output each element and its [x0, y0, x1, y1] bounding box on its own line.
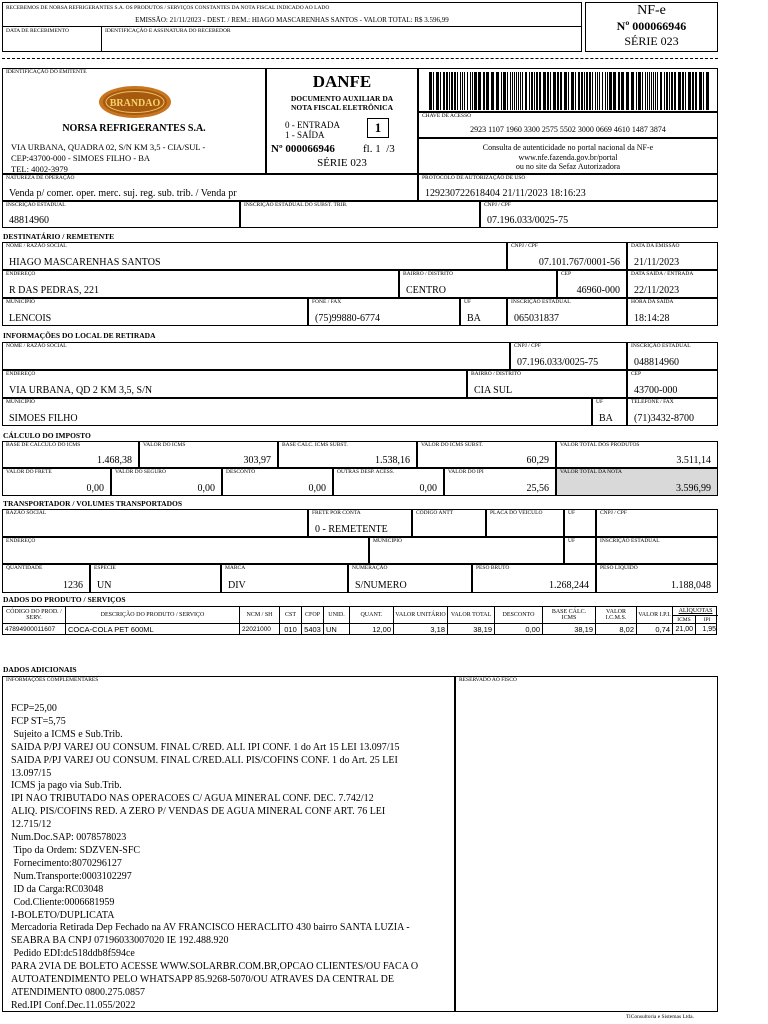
barcode-bar — [433, 72, 434, 110]
info-linha: ICMS ja pago via Sub.Trib. — [11, 780, 122, 792]
ret-endereco: ENDEREÇO VIA URBANA, QD 2 KM 3,5, S/N — [2, 370, 467, 398]
chave-acesso-valor: 2923 1107 1960 3300 2575 5502 3000 0669 4610 1487 3874 — [470, 125, 666, 134]
info-linha: Cod.Cliente:0006681959 — [11, 896, 115, 908]
barcode-bar — [507, 72, 508, 110]
info-linha: ATENDIMENTO 0800.275.0857 — [11, 986, 145, 998]
imp-seguro: VALOR DO SEGURO 0,00 — [111, 468, 222, 496]
barcode-bar — [496, 72, 499, 110]
ret-ie: INSCRIÇÃO ESTADUAL 048814960 — [627, 342, 718, 370]
barcode-bar — [589, 72, 591, 110]
barcode-bar — [486, 72, 489, 110]
td-unid: UN — [323, 624, 349, 634]
emitente-logo — [98, 85, 172, 119]
barcode-bar — [706, 72, 709, 110]
info-linha: Pedido EDI:dc518ddb8f594ce — [11, 948, 135, 960]
imp-ipi: VALOR DO IPI 25,56 — [444, 468, 556, 496]
ret-bairro: BAIRRO / DISTRITO CIA SUL — [467, 370, 627, 398]
barcode-bar — [674, 72, 676, 110]
barcode-bar — [553, 72, 556, 110]
barcode-bar — [595, 72, 596, 110]
info-linha: Fornecimento:8070296127 — [11, 857, 122, 869]
chave-acesso-box — [418, 112, 718, 138]
td-aliq-ipi: 1,95 — [695, 624, 718, 634]
dest-municipio: MUNICÍPIO LENCOIS — [2, 298, 308, 326]
barcode-bar — [581, 72, 583, 110]
transp-cnpj: CNPJ / CPF — [596, 509, 718, 537]
barcode-bar — [692, 72, 694, 110]
barcode-bar — [501, 72, 502, 110]
consulta-texto: Consulta de autenticidade no portal nacional da NF-e — [482, 143, 654, 152]
barcode-bar — [514, 72, 515, 110]
retirada-title: INFORMAÇÕES DO LOCAL DE RETIRADA — [3, 331, 156, 340]
th-aliq-icms: ICMS — [677, 616, 691, 623]
barcode-bar — [460, 72, 461, 110]
barcode-bar — [449, 72, 450, 110]
barcode-bar — [584, 72, 585, 110]
barcode-bar — [536, 72, 538, 110]
barcode-bar — [539, 72, 541, 110]
barcode-bar — [478, 72, 481, 110]
info-linha: SEABRA BA CNPJ 07196033007020 IE 192.488.920 — [11, 935, 229, 947]
transp-uf-2: UF — [564, 537, 596, 564]
dest-data-saida: DATA SAÍDA / ENTRADA 22/11/2023 — [627, 270, 718, 298]
produtos-header — [2, 606, 717, 624]
rodape-software: TiConsultoria e Sistemas Ltda. — [626, 1014, 694, 1020]
barcode-bar — [647, 72, 648, 110]
emitente-box — [2, 68, 266, 174]
barcode-bar — [626, 72, 629, 110]
barcode-bar — [470, 72, 471, 110]
barcode-bar — [462, 72, 463, 110]
barcode-bar — [575, 72, 576, 110]
barcode-bar — [671, 72, 673, 110]
imp-outras: OUTRAS DESP. ACESS. 0,00 — [333, 468, 444, 496]
canhoto-resumo: EMISSÃO: 21/11/2023 - DEST. / REM.: HIAGO MASCARENHAS SANTOS - VALOR TOTAL: R$ 3.596,99 — [135, 16, 449, 24]
transp-uf: UF — [564, 509, 596, 537]
imp-total-produtos: VALOR TOTAL DOS PRODUTOS 3.511,14 — [556, 441, 718, 468]
info-linha: 13.097/15 — [11, 767, 52, 779]
info-linha: Num.Transporte:0003102297 — [11, 870, 132, 882]
info-linha: FCP ST=5,75 — [11, 715, 66, 727]
imp-desconto: DESCONTO 0,00 — [222, 468, 333, 496]
transp-quantidade: QUANTIDADE 1236 — [2, 564, 90, 593]
tipo-saida: 1 - SAÍDA — [285, 130, 325, 140]
barcode-bar — [636, 72, 637, 110]
canhoto-texto: RECEBEMOS DE NORSA REFRIGERANTES S.A. OS PRODUTOS / SERVIÇOS CONSTANTES DA NOTA FISCAL INDICADO AO LADO — [6, 5, 330, 11]
th-ncm: NCM / SH — [239, 607, 279, 623]
barcode-bar — [557, 72, 559, 110]
assinatura-label: IDENTIFICAÇÃO E ASSINATURA DO RECEBEDOR — [105, 28, 231, 34]
imp-icms: VALOR DO ICMS 303,97 — [139, 441, 278, 468]
barcode-bar — [503, 72, 506, 110]
barcode-bar — [613, 72, 616, 110]
td-cfop: 5403 — [301, 624, 323, 634]
th-unid: UNID. — [323, 607, 349, 623]
transp-especie: ESPECIE UN — [90, 564, 221, 593]
barcode-box — [418, 68, 718, 112]
barcode-bar — [568, 72, 569, 110]
emitente-cep: CEP:43700-000 - SIMOES FILHO - BA — [11, 153, 151, 163]
protocolo-autorizacao: PROTOCOLO DE AUTORIZAÇÃO DE USO 129230722618404 21/11/2023 18:16:23 — [418, 174, 718, 201]
dest-bairro: BAIRRO / DISTRITO CENTRO — [399, 270, 557, 298]
barcode-bar — [560, 72, 562, 110]
barcode-bar — [678, 72, 681, 110]
ret-cnpj: CNPJ / CPF 07.196.033/0025-75 — [510, 342, 627, 370]
td-vtotal: 38,19 — [447, 624, 494, 634]
transp-municipio: MUNICÍPIO — [369, 537, 564, 564]
complementares-texto — [11, 703, 441, 1013]
barcode-bar — [451, 72, 453, 110]
info-linha: Red.IPI Conf.Dec.11.055/2022 — [11, 999, 136, 1011]
barcode-bar — [642, 72, 643, 110]
danfe-folha: fl. 1 /3 — [363, 143, 395, 155]
info-linha: ID da Carga:RC03048 — [11, 883, 104, 895]
imp-frete: VALOR DO FRETE 0,00 — [2, 468, 111, 496]
barcode-bar — [660, 72, 662, 110]
barcode-bar — [657, 72, 658, 110]
th-cfop: CFOP — [301, 607, 323, 623]
ret-telefone: TELEFONE / FAX (71)3432-8700 — [627, 398, 718, 426]
th-desconto: DESCONTO — [494, 607, 542, 623]
barcode-bar — [688, 72, 691, 110]
barcode-bar — [457, 72, 458, 110]
th-v-icms: VALOR I.C.M.S. — [595, 607, 636, 623]
info-linha: AUTOATENDIMENTO PELO WHATSAPP 85.9268-5070/OU ATRAVES DA CENTRAL DE — [11, 974, 394, 986]
produtos-row — [2, 624, 717, 635]
barcode-bar — [429, 72, 432, 110]
nfe-label: NF-e — [637, 3, 666, 18]
consulta-box — [418, 138, 718, 174]
barcode — [429, 72, 709, 110]
barcode-bar — [550, 72, 551, 110]
barcode-bar — [522, 72, 523, 110]
barcode-bar — [651, 72, 652, 110]
dest-nome: NOME / RAZÃO SOCIAL HIAGO MASCARENHAS SANTOS — [2, 242, 507, 270]
corte-linha — [2, 58, 718, 59]
th-aliquotas: ALÍQUOTAS ICMS IPI — [672, 607, 718, 623]
barcode-bar — [571, 72, 574, 110]
info-linha: IPI NAO TRIBUTADO NAS OPERACOES C/ AGUA MINERAL CONF. DEC. 7.742/12 — [11, 793, 374, 805]
barcode-bar — [682, 72, 684, 110]
dest-endereco: ENDEREÇO R DAS PEDRAS, 221 — [2, 270, 399, 298]
barcode-bar — [543, 72, 546, 110]
td-desconto: 0,00 — [494, 624, 542, 634]
info-linha: I-BOLETO/DUPLICATA — [11, 909, 115, 921]
th-codigo: CÓDIGO DO PROD. / SERV. — [6, 608, 62, 621]
barcode-bar — [631, 72, 634, 110]
td-v-icms: 8,02 — [595, 624, 636, 634]
td-bc-icms: 38,19 — [542, 624, 595, 634]
dest-fone: FONE / FAX (75)99880-6774 — [308, 298, 460, 326]
barcode-bar — [491, 72, 494, 110]
transp-peso-liquido: PESO LÍQUIDO 1.188,048 — [596, 564, 718, 593]
nfe-serie: SÉRIE 023 — [624, 34, 679, 48]
emitente-label: IDENTIFICAÇÃO DO EMITENTE — [6, 69, 87, 75]
emitente-ie-st: INSCRIÇÃO ESTADUAL DO SUBST. TRIB. — [240, 201, 480, 228]
th-aliq-ipi: IPI — [695, 616, 718, 624]
barcode-bar — [695, 72, 697, 110]
barcode-bar — [529, 72, 530, 110]
barcode-bar — [664, 72, 665, 110]
protocolo-valor: 129230722618404 21/11/2023 18:16:23 — [425, 188, 586, 199]
barcode-bar — [436, 72, 439, 110]
transp-peso-bruto: PESO BRUTO 1.268,244 — [472, 564, 596, 593]
destinatario-title: DESTINATÁRIO / REMETENTE — [3, 232, 115, 241]
dest-cnpj: CNPJ / CPF 07.101.767/0001-56 — [507, 242, 627, 270]
reservado-fisco: RESERVADO AO FISCO — [455, 676, 718, 1012]
adicionais-title: DADOS ADICIONAIS — [3, 665, 77, 674]
td-vunit: 3,18 — [393, 624, 447, 634]
canhoto-numero — [585, 2, 718, 52]
imp-icms-st: VALOR DO ICMS SUBST. 60,29 — [417, 441, 556, 468]
barcode-bar — [703, 72, 704, 110]
emitente-ie: INSCRIÇÃO ESTADUAL 48814960 — [2, 201, 240, 228]
data-recebimento-label: DATA DE RECEBIMENTO — [6, 28, 70, 34]
th-vunit: VALOR UNITÁRIO — [393, 607, 447, 623]
imposto-title: CÁLCULO DO IMPOSTO — [3, 431, 91, 440]
info-linha: SAIDA P/PJ VAREJ OU CONSUM. FINAL C/RED. ALI. IPI CONF. 1 do Art 15 LEI 13.097/15 — [11, 741, 400, 753]
th-quant: QUANT. — [349, 607, 393, 623]
barcode-bar — [454, 72, 456, 110]
transp-razao: RAZÃO SOCIAL — [2, 509, 308, 537]
td-v-ipi: 0,74 — [636, 624, 672, 634]
barcode-bar — [618, 72, 620, 110]
transp-marca: MARCA DIV — [221, 564, 348, 593]
barcode-bar — [649, 72, 650, 110]
info-linha: PARA 2VIA DE BOLETO ACESSE WWW.SOLARBR.COM.BR,OPCAO CLIENTES/OU FACA O — [11, 961, 419, 973]
emitente-telefone: TEL: 4002-3979 — [11, 164, 68, 174]
emitente-nome: NORSA REFRIGERANTES S.A. — [62, 123, 206, 134]
th-cst: CST — [279, 607, 301, 623]
barcode-bar — [474, 72, 477, 110]
tipo-operacao-box: 1 — [367, 118, 389, 138]
barcode-bar — [483, 72, 485, 110]
td-quant: 12,00 — [349, 624, 393, 634]
ret-uf: UF BA — [592, 398, 627, 426]
info-linha: Sujeito a ICMS e Sub.Trib. — [11, 728, 123, 740]
danfe-box — [266, 68, 418, 174]
barcode-bar — [520, 72, 521, 110]
consulta-sefaz: ou no site da Sefaz Autorizadora — [515, 162, 621, 171]
transp-frete: FRETE POR CONTA 0 - REMETENTE — [308, 509, 412, 537]
barcode-bar — [605, 72, 606, 110]
danfe-serie: SÉRIE 023 — [317, 157, 367, 169]
barcode-bar — [669, 72, 670, 110]
consulta-link-portal[interactable]: www.nfe.fazenda.gov.br/portal — [518, 152, 618, 162]
barcode-bar — [446, 72, 448, 110]
barcode-bar — [645, 72, 646, 110]
barcode-bar — [472, 72, 473, 110]
info-linha: 12.715/12 — [11, 819, 52, 831]
imp-total-nota: VALOR TOTAL DA NOTA 3.596,99 — [556, 468, 718, 496]
info-linha: FCP=25,00 — [11, 703, 57, 714]
th-bc-icms: BASE CÁLC. ICMS — [542, 607, 595, 623]
barcode-bar — [586, 72, 588, 110]
dest-hora-saida: HORA DA SAÍDA 18:14:28 — [627, 298, 718, 326]
td-cst: 010 — [279, 624, 301, 634]
nfe-numero: Nº 000066946 — [616, 19, 687, 33]
barcode-bar — [564, 72, 567, 110]
informacoes-complementares: INFORMAÇÕES COMPLEMENTARES FCP=25,00 FCP ST=5,75 Sujeito a ICMS e Sub.Trib. SAIDA P/PJ VAREJ OU CONSUM. FINAL C/RED. ALI. IPI CONF. 1 do Art 15 LEI 13.097/15 SAIDA P/PJ VAREJ OU CONSUM. FINAL C/RED.ALI. PIS/COFINS CONF. 1 do Art. 25 LEI 13.097/15 ICMS ja pago via Sub.Trib. IPI NAO TRIBUTADO NAS OPERACOES C/ AGUA MINERAL CONF. DEC. 7.742/12 ALIQ. PIS/COFINS RED. A ZERO P/ VENDAS DE AGUA MINERAL CONF ART. 76 LEI 12.715/12 Num.Doc.SAP: 0078578023 Tipo da Ordem: SDZVEN-SFC Fornecimento:8070296127 Num.Transporte:0003102297 ID da Carga:RC03048 Cod.Cliente:0006681959 I-BOLETO/DUPLICATA Mercadoria Retirada Dep Fechado na AV FRANCISCO HERACLITO 430 bairro SANTA LUZIA - SEABRA BA CNPJ 07196033007020 IE 192.488.920 Pedido EDI:dc518ddb8f594ce PARA 2VIA DE BOLETO ACESSE WWW.SOLARBR.COM.BR,OPCAO CLIENTES/OU FACA O AUTOATENDIMENTO PELO WHATSAPP 85.9268-5070/OU ATRAVES DA CENTRAL DE ATENDIMENTO 0800.275.0857 Red.IPI Conf.Dec.11.055/2022 — [2, 676, 455, 1012]
td-aliq-icms: 21,00 — [672, 624, 695, 634]
barcode-bar — [638, 72, 641, 110]
ret-municipio: MUNICÍPIO SIMOES FILHO — [2, 398, 592, 426]
info-linha: Tipo da Ordem: SDZVEN-SFC — [11, 844, 141, 856]
info-linha: SAIDA P/PJ VAREJ OU CONSUM. FINAL C/RED.ALI. PIS/COFINS CONF. 1 do Art. 25 LEI — [11, 754, 398, 766]
natureza-operacao-valor: Venda p/ comer. oper. merc. suj. reg. sub. trib. / Venda pr — [9, 188, 237, 199]
td-codigo: 47894900011607 — [5, 625, 56, 633]
barcode-bar — [609, 72, 612, 110]
danfe-numero: Nº 000066946 — [271, 143, 335, 155]
ret-nome: NOME / RAZÃO SOCIAL — [2, 342, 510, 370]
barcode-bar — [547, 72, 549, 110]
barcode-bar — [607, 72, 608, 110]
dest-ie: INSCRIÇÃO ESTADUAL 065031837 — [507, 298, 627, 326]
barcode-bar — [597, 72, 598, 110]
barcode-bar — [653, 72, 654, 110]
barcode-bar — [592, 72, 593, 110]
th-v-ipi: VALOR I.P.I. — [636, 607, 672, 623]
barcode-bar — [534, 72, 535, 110]
barcode-bar — [699, 72, 702, 110]
barcode-bar — [621, 72, 624, 110]
tipo-entrada: 0 - ENTRADA — [285, 120, 340, 130]
transp-ie: INSCRIÇÃO ESTADUAL — [596, 537, 718, 564]
logo-text: BRANDAO — [109, 98, 161, 109]
info-linha: ALIQ. PIS/COFINS RED. A ZERO P/ VENDAS DE AGUA MINERAL CONF ART. 76 LEI — [11, 806, 386, 818]
ret-cep: CEP 43700-000 — [627, 370, 718, 398]
barcode-bar — [518, 72, 519, 110]
natureza-operacao: NATUREZA DE OPERAÇÃO Venda p/ comer. oper. merc. suj. reg. sub. trib. / Venda pr — [2, 174, 418, 201]
emitente-endereco: VIA URBANA, QUADRA 02, S/N KM 3,5 - CIA/SUL - — [11, 142, 206, 152]
imp-bc-st: BASE CALC. ICMS SUBST. 1.538,16 — [278, 441, 417, 468]
barcode-bar — [467, 72, 468, 110]
barcode-bar — [578, 72, 580, 110]
canhoto — [2, 2, 582, 52]
info-linha: Mercadoria Retirada Dep Fechado na AV FRANCISCO HERACLITO 430 bairro SANTA LUZIA - — [11, 922, 410, 934]
danfe-subtitulo-1: DOCUMENTO AUXILIAR DA — [290, 94, 394, 103]
barcode-bar — [512, 72, 513, 110]
dest-cep: CEP 46960-000 — [557, 270, 627, 298]
transp-endereco: ENDEREÇO — [2, 537, 369, 564]
th-descricao: DESCRIÇÃO DO PRODUTO / SERVIÇO — [65, 607, 239, 623]
transp-placa: PLACA DO VEÍCULO — [486, 509, 564, 537]
barcode-bar — [666, 72, 668, 110]
barcode-bar — [443, 72, 445, 110]
transp-antt: CÓDIGO ANTT — [412, 509, 486, 537]
td-ncm: 22021000 — [239, 624, 279, 634]
danfe-subtitulo-2: NOTA FISCAL ELETRÔNICA — [291, 103, 393, 112]
dest-uf: UF BA — [460, 298, 507, 326]
chave-acesso-label: CHAVE DE ACESSO — [422, 113, 472, 119]
imp-bc-icms: BASE DE CÁLCULO DO ICMS 1.468,38 — [2, 441, 139, 468]
barcode-bar — [440, 72, 441, 110]
th-vtotal: VALOR TOTAL — [447, 607, 494, 623]
barcode-bar — [525, 72, 527, 110]
barcode-bar — [464, 72, 465, 110]
barcode-bar — [510, 72, 511, 110]
barcode-bar — [531, 72, 533, 110]
barcode-bar — [655, 72, 656, 110]
barcode-bar — [602, 72, 603, 110]
danfe-titulo: DANFE — [312, 72, 372, 91]
info-linha: Num.Doc.SAP: 0078578023 — [11, 832, 127, 844]
produtos-title: DADOS DO PRODUTO / SERVIÇOS — [3, 595, 126, 604]
emitente-cnpj: CNPJ / CPF 07.196.033/0025-75 — [480, 201, 718, 228]
transp-numeracao: NUMERAÇÃO S/NUMERO — [348, 564, 472, 593]
dest-data-emissao: DATA DA EMISSÃO 21/11/2023 — [627, 242, 718, 270]
td-descricao: COCA-COLA PET 600ML — [65, 624, 239, 634]
barcode-bar — [599, 72, 600, 110]
transportador-title: TRANSPORTADOR / VOLUMES TRANSPORTADOS — [3, 499, 183, 508]
barcode-bar — [516, 72, 517, 110]
barcode-bar — [685, 72, 686, 110]
